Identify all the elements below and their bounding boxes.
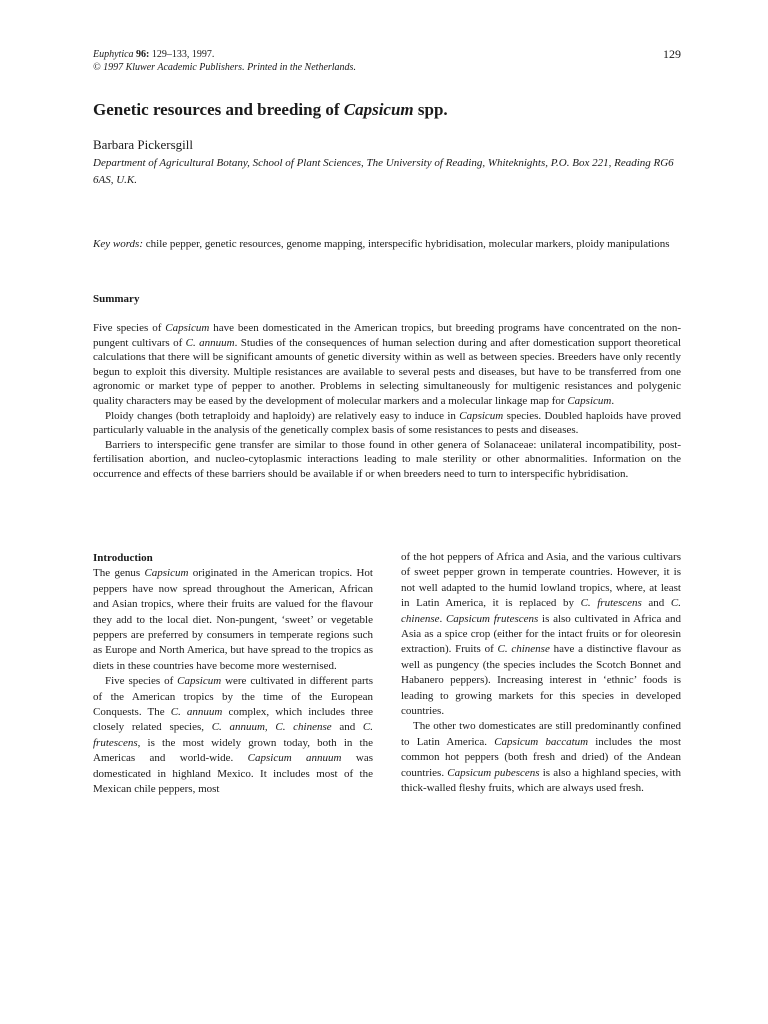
keywords-label: Key words:: [93, 238, 144, 250]
column-right: [401, 550, 681, 797]
journal-name: Euphytica: [93, 49, 134, 60]
paper-page: [93, 47, 682, 796]
summary-heading: Summary: [93, 293, 140, 305]
summary-paragraph: Five species of Capsicum have been domesticated in the American tropics, but breeding programs have concentrated on the non-pungent cultivars of C. annuum. Studies of the consequences of human selection during and after domestication support theoretical calculations that there will be significant amounts of genetic diversity within as well as between species. Breeders have only recently begun to exploit this diversity. Multiple resistances are available to several pests and diseases, but have to be transferred from one agronomic or market type of pepper to another. Problems in selecting simultaneously for multigenic resistances and polygenic quality characters may be eased by the development of molecular markers and a molecular linkage map for Capsicum.: [93, 322, 682, 407]
summary-body: [93, 321, 681, 482]
keywords: [93, 236, 681, 252]
author-name: Barbara Pickersgill: [93, 137, 193, 152]
running-header: [93, 48, 681, 74]
column-left: [93, 551, 373, 798]
journal-volume: 96:: [136, 49, 150, 60]
article-title: Genetic resources and breeding of Capsicum spp.: [93, 100, 448, 119]
introduction-heading: Introduction: [93, 552, 153, 564]
summary-paragraph: Ploidy changes (both tetraploidy and haploidy) are relatively easy to induce in Capsicum species. Doubled haploids have proved particularly valuable in the analysis of the genetically complex basis of some resistances to pests and diseases.: [93, 409, 681, 437]
copyright-line: © 1997 Kluwer Academic Publishers. Printed in the Netherlands.: [93, 62, 356, 73]
page-number: 129: [663, 47, 681, 61]
citation-line: [93, 48, 681, 61]
body-paragraph: The other two domesticates are still predominantly confined to Latin America. Capsicum baccatum includes the most common hot peppers (both fresh and dried) of the Andean countries. Capsicum pubescens is also a highland species, with thick-walled fleshy fruits, which are always used fresh.: [401, 720, 682, 795]
keywords-text: chile pepper, genetic resources, genome mapping, interspecific hybridisation, molecular markers, ploidy manipulations: [143, 238, 670, 250]
summary-paragraph: Barriers to interspecific gene transfer are similar to those found in other genera of Solanaceae: unilateral incompatibility, post-fertilisation abortion, and nucleo-cytoplasmic interactions leading to male sterility or other abnormalities. Information on the occurrence and effects of these barriers should be available if or when breeders need to turn to interspecific hybridisation.: [93, 438, 681, 480]
body-paragraph: Five species of Capsicum were cultivated in different parts of the American tropics by the time of the European Conquests. The C. annuum complex, which includes three closely related species, C. annuum, C. chinense and C. frutescens, is the most widely grown today, both in the Americas and world-wide. Capsicum annuum was domesticated in highland Mexico. It includes most of the Mexican chile peppers, most: [93, 675, 374, 796]
body-paragraph: The genus Capsicum originated in the American tropics. Hot peppers have now spread throughout the American, African and Asian tropics, where their fruits are valued for the flavour they add to the local diet. Non-pungent, ‘sweet’ or vegetable peppers are preferred by consumers in temperate regions such as Europe and North America, but have spread to the tropics as diets in these countries have become more westernised.: [93, 567, 373, 672]
body-paragraph: of the hot peppers of Africa and Asia, and the various cultivars of sweet pepper grown in temperate countries. However, it is not well adapted to the humid lowland tropics, where, at least in Latin America, it is replaced by C. frutescens and C. chinense. Capsicum frutescens is also cultivated in Africa and Asia as a spice crop (either for the intact fruits or for oleoresin extraction). Fruits of C. chinense have a distinctive flavour as well as pungency (the species includes the Scotch Bonnet and Habanero peppers). Increasing interest in ‘ethnic’ foods is leading to growing markets for this species in developed countries.: [401, 551, 681, 718]
author-affiliation: Department of Agricultural Botany, School of Plant Sciences, The University of Reading, Whiteknights, P.O. Box 221, Reading RG6 6AS, U.K.: [93, 157, 674, 186]
journal-pages: 129–133, 1997.: [149, 49, 215, 60]
